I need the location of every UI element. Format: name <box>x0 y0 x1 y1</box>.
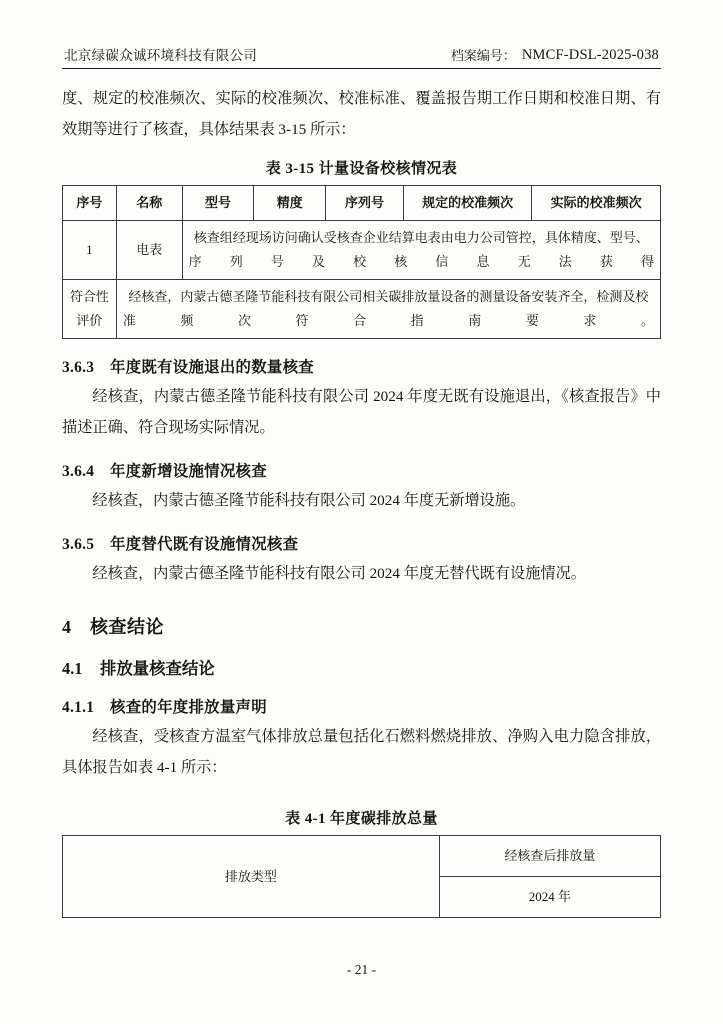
cell-conformity-text: 经核查，内蒙古德圣隆节能科技有限公司相关碳排放量设备的测量设备安装齐全，检测及校准频次符合指南要求。 <box>116 280 660 339</box>
cell-emission-type-header: 排放类型 <box>63 836 440 918</box>
col-header-serial: 序列号 <box>326 186 404 221</box>
heading-title: 年度替代既有设施情况核查 <box>110 536 299 553</box>
cell-year-header: 2024 年 <box>439 877 660 918</box>
heading-number: 3.6.3 <box>62 359 95 376</box>
paragraph-3-6-5: 经核查，内蒙古德圣隆节能科技有限公司 2024 年度无替代既有设施情况。 <box>92 565 586 582</box>
header-archive <box>451 45 659 64</box>
table-4-1-caption: 表 4-1 年度碳排放总量 <box>285 811 438 827</box>
page-header <box>62 44 661 69</box>
heading-3-6-5 <box>62 532 661 554</box>
col-header-accuracy: 精度 <box>254 186 326 221</box>
table-4-1 <box>62 835 661 918</box>
heading-title: 核查的年度排放量声明 <box>110 699 267 716</box>
heading-4-1 <box>62 655 661 679</box>
cell-verified-emission-header: 经核查后排放量 <box>439 836 660 877</box>
heading-3-6-4 <box>62 459 661 481</box>
cell-index: 1 <box>63 221 117 280</box>
col-header-model: 型号 <box>182 186 254 221</box>
table-3-15-caption: 表 3-15 计量设备校核情况表 <box>265 161 458 177</box>
table-3-15 <box>62 185 661 339</box>
table-row <box>63 221 661 280</box>
heading-number: 4.1.1 <box>62 699 95 716</box>
page-number: - 21 - <box>346 962 377 977</box>
heading-4-1-1 <box>62 695 661 717</box>
table-row <box>63 186 661 221</box>
heading-number: 4 <box>62 617 72 637</box>
heading-number: 3.6.4 <box>62 463 95 480</box>
lead-paragraph: 度、规定的校准频次、实际的校准频次、校准标准、覆盖报告期工作日期和校准日期、有效期等进行了核查，具体结果表 3-15 所示： <box>62 90 661 138</box>
col-header-name: 名称 <box>116 186 182 221</box>
cell-merged-note: 核查组经现场访问确认受核查企业结算电表由电力公司管控，具体精度、型号、序列号及校核信息无法获得 <box>182 221 660 280</box>
heading-chapter-4 <box>62 613 661 639</box>
cell-name: 电表 <box>116 221 182 280</box>
heading-number: 4.1 <box>62 659 83 678</box>
heading-number: 3.6.5 <box>62 536 95 553</box>
archive-number: NMCF-DSL-2025-038 <box>521 47 659 63</box>
col-header-actual-frequency: 实际的校准频次 <box>532 186 661 221</box>
archive-label: 档案编号： <box>450 48 516 63</box>
col-header-index: 序号 <box>63 186 117 221</box>
paragraph-3-6-4: 经核查，内蒙古德圣隆节能科技有限公司 2024 年度无新增设施。 <box>92 492 526 509</box>
paragraph-4-1-1: 经核查，受核查方温室气体排放总量包括化石燃料燃烧排放、净购入电力隐含排放，具体报告如表 4-1 所示： <box>62 728 661 776</box>
table-row <box>63 836 661 877</box>
header-company-name: 北京绿碳众诚环境科技有限公司 <box>64 48 258 63</box>
heading-title: 年度新增设施情况核查 <box>110 463 267 480</box>
table-row <box>63 280 661 339</box>
heading-title: 核查结论 <box>90 617 164 637</box>
cell-conformity-label: 符合性评价 <box>63 280 117 339</box>
col-header-specified-frequency: 规定的校准频次 <box>403 186 532 221</box>
heading-title: 年度既有设施退出的数量核查 <box>110 359 314 376</box>
heading-3-6-3 <box>62 355 661 377</box>
heading-title: 排放量核查结论 <box>100 659 215 678</box>
paragraph-3-6-3: 经核查，内蒙古德圣隆节能科技有限公司 2024 年度无既有设施退出，《核查报告》中描述正确、符合现场实际情况。 <box>62 388 661 436</box>
